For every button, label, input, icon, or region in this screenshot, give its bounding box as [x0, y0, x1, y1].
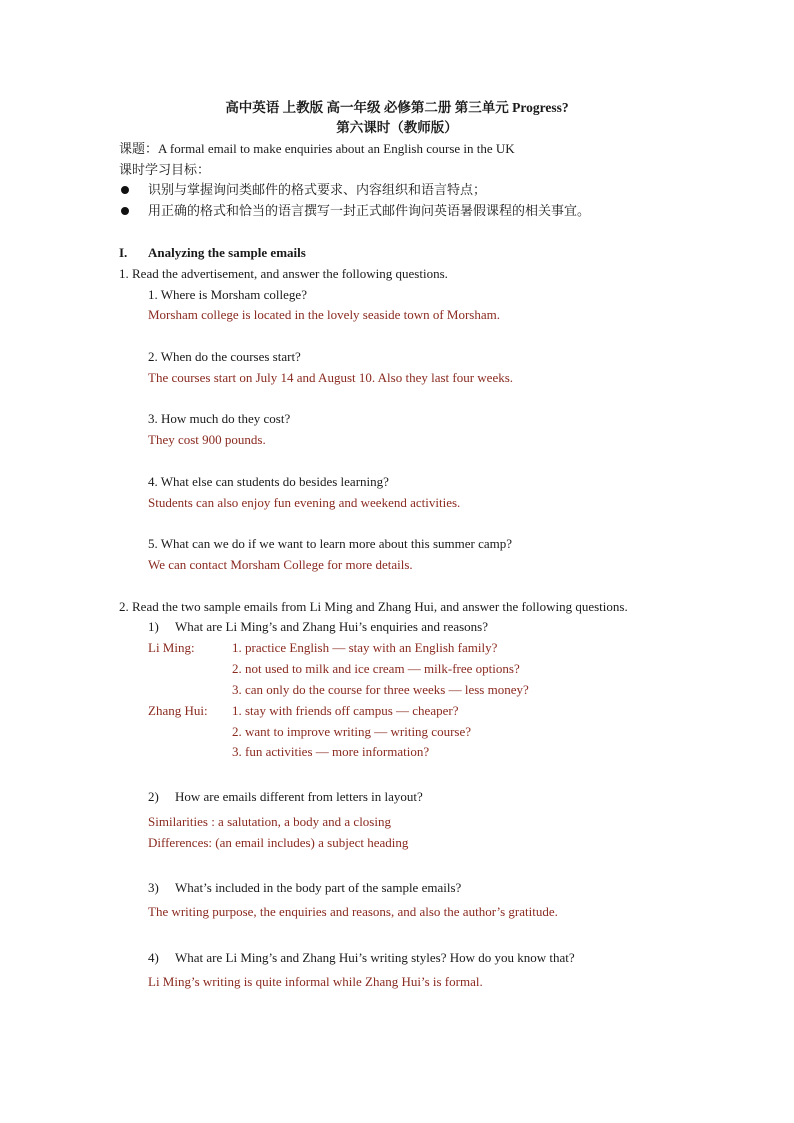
zhang-hui-label: Zhang Hui: [148, 703, 208, 718]
task2-instruction: 2. Read the two sample emails from Li Ming and Zhang Hui, and answer the following questions. [119, 599, 628, 614]
answer: Li Ming’s writing is quite informal while Zhang Hui’s is formal. [148, 974, 483, 989]
question-number: 1) [148, 619, 159, 634]
question: What are Li Ming’s and Zhang Hui’s writing styles? How do you know that? [175, 950, 575, 965]
answer: Morsham college is located in the lovely seaside town of Morsham. [148, 307, 501, 322]
objective-item: 识别与掌握询问类邮件的格式要求、内容组织和语言特点； [148, 182, 487, 197]
answer: We can contact Morsham College for more details. [148, 557, 413, 572]
question: 3. How much do they cost? [148, 411, 291, 426]
objective-item: 用正确的格式和恰当的语言撰写一封正式邮件询问英语暑假课程的相关事宜。 [148, 203, 591, 218]
question: 4. What else can students do besides learning? [148, 474, 389, 489]
answer: Students can also enjoy fun evening and weekend activities. [148, 495, 461, 510]
section-heading: Analyzing the sample emails [148, 245, 306, 260]
answer: Similarities : a salutation, a body and a closing [148, 814, 391, 829]
question-number: 3) [148, 880, 159, 895]
answer: The writing purpose, the enquiries and reasons, and also the author’s gratitude. [148, 904, 558, 919]
enquiry-item: 1. stay with friends off campus — cheaper? [232, 703, 459, 718]
question-number: 2) [148, 789, 159, 804]
enquiry-item: 3. can only do the course for three weeks — less money? [232, 682, 529, 697]
bullet-icon [121, 207, 129, 215]
question: 5. What can we do if we want to learn more about this summer camp? [148, 536, 513, 551]
question: How are emails different from letters in layout? [175, 789, 423, 804]
question: What’s included in the body part of the sample emails? [175, 880, 462, 895]
enquiry-item: 2. not used to milk and ice cream — milk-free options? [232, 661, 520, 676]
task1-instruction: 1. Read the advertisement, and answer the following questions. [119, 266, 448, 281]
objectives-label: 课时学习目标： [119, 162, 211, 177]
question-number: 4) [148, 950, 159, 965]
question: 1. Where is Morsham college? [148, 287, 307, 302]
answer: The courses start on July 14 and August 10. Also they last four weeks. [148, 370, 514, 385]
answer: Differences: (an email includes) a subject heading [148, 835, 409, 850]
question: 2. When do the courses start? [148, 349, 301, 364]
enquiry-item: 3. fun activities — more information? [232, 744, 430, 759]
enquiry-item: 2. want to improve writing — writing course? [232, 724, 472, 739]
topic-line: 课题：A formal email to make enquiries about an English course in the UK [119, 141, 515, 156]
answer: They cost 900 pounds. [148, 432, 266, 447]
section-number: I. [119, 245, 128, 260]
enquiry-item: 1. practice English — stay with an English family? [232, 640, 498, 655]
title-line-1: 高中英语 上教版 高一年级 必修第二册 第三单元 Progress? [225, 100, 569, 115]
li-ming-label: Li Ming: [148, 640, 195, 655]
title-line-2: 第六课时（教师版） [336, 120, 458, 135]
question: What are Li Ming’s and Zhang Hui’s enquiries and reasons? [175, 619, 488, 634]
bullet-icon [121, 186, 129, 194]
